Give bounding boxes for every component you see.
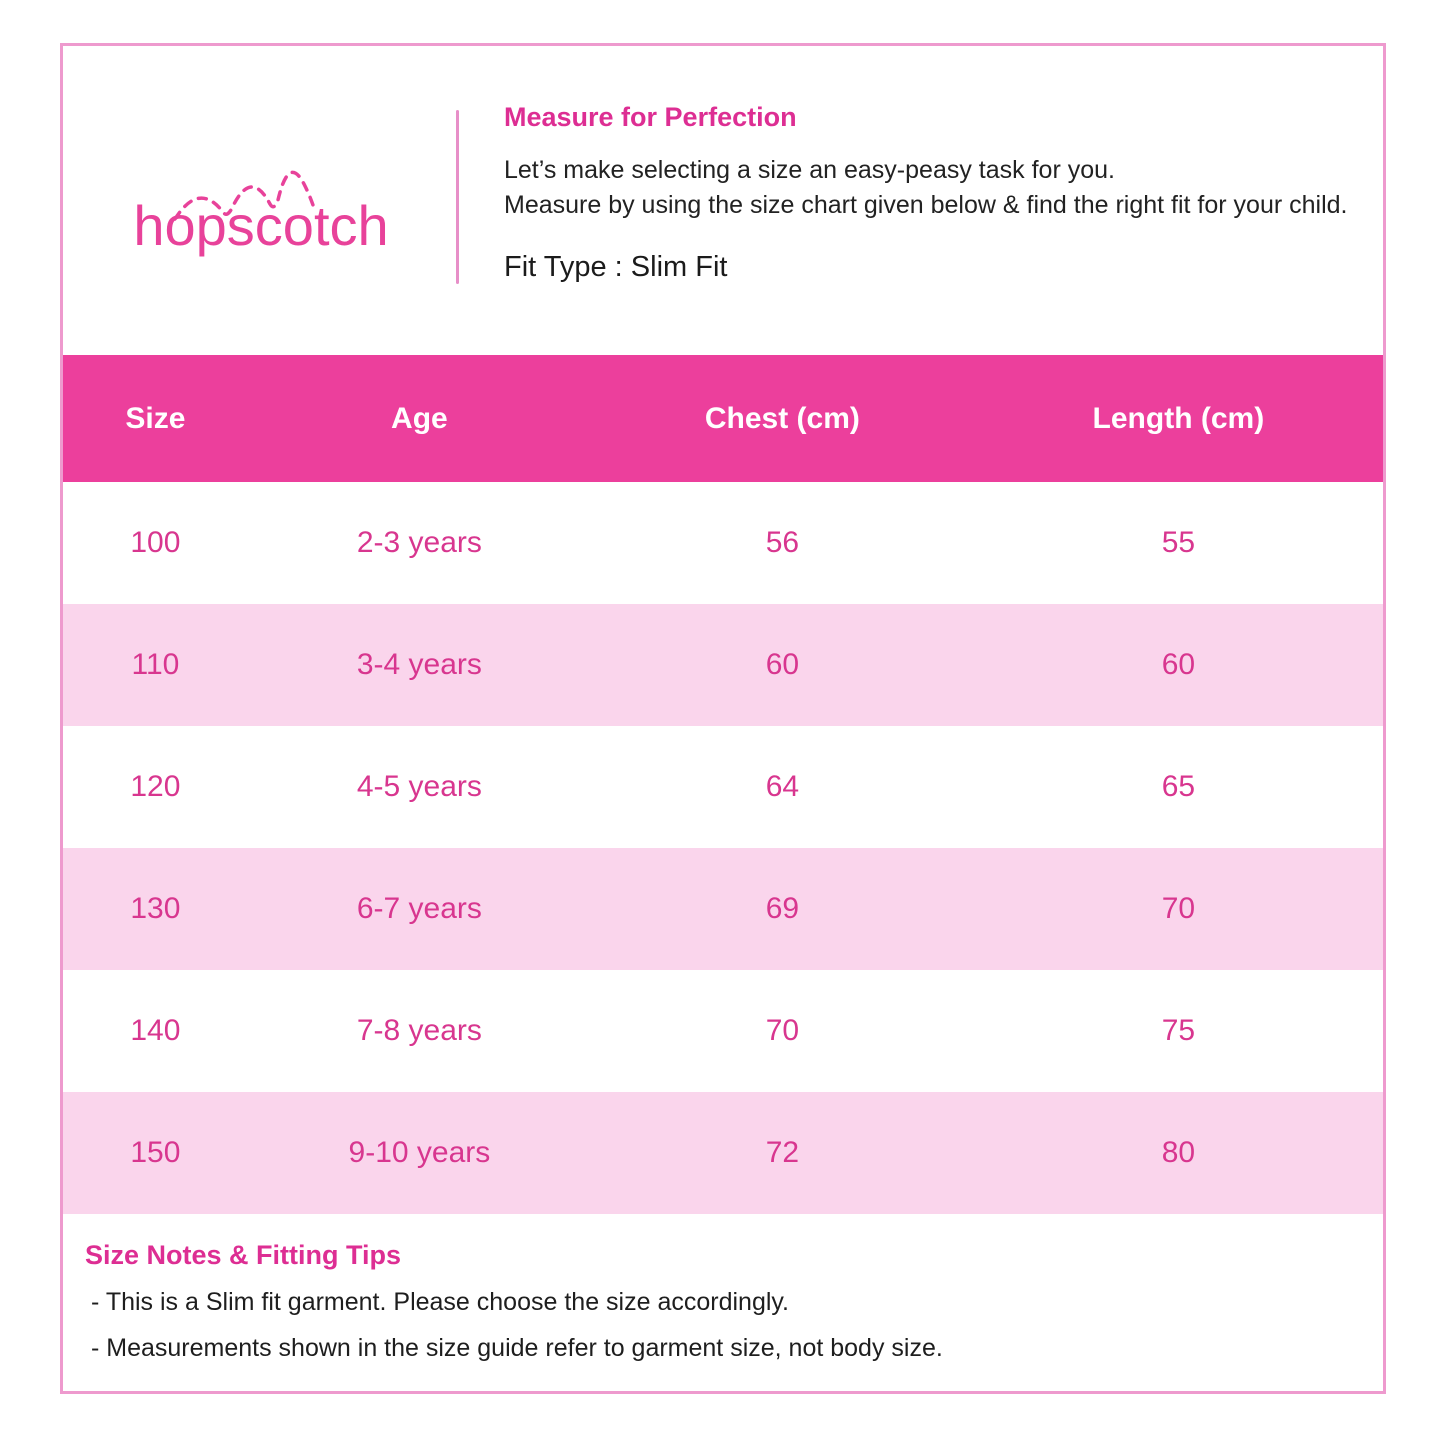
table-row: [63, 970, 1383, 1092]
cell-length: 65: [1161, 770, 1196, 803]
table-row: [63, 604, 1383, 726]
column-header-age: Age: [391, 401, 448, 435]
cell-age: 6-7 years: [356, 892, 482, 925]
cell-size: 110: [131, 648, 180, 681]
cell-chest: 56: [765, 526, 800, 559]
table-row: [63, 726, 1383, 848]
cell-age: 2-3 years: [356, 526, 482, 559]
cell-size: 100: [130, 526, 181, 559]
cell-chest: 70: [765, 1014, 800, 1047]
size-notes-section: [63, 1214, 1383, 1363]
cell-age: 4-5 years: [356, 770, 482, 803]
intro-line1: Let’s make selecting a size an easy-peasy task for you.: [504, 156, 1115, 184]
column-header-length: Length (cm): [1092, 401, 1265, 435]
note-item: - Measurements shown in the size guide refer to garment size, not body size.: [91, 1334, 943, 1362]
note-item: - This is a Slim fit garment. Please choose the size accordingly.: [91, 1288, 789, 1316]
size-table: [63, 355, 1383, 1214]
vertical-divider: [456, 110, 459, 284]
cell-length: 55: [1161, 526, 1196, 559]
logo-pane: [63, 46, 458, 355]
cell-length: 70: [1161, 892, 1196, 925]
intro-line2: Measure by using the size chart given below & find the right fit for your child.: [504, 191, 1348, 219]
table-row: [63, 1092, 1383, 1214]
size-guide-card: [60, 43, 1386, 1394]
intro-text-pane: [458, 46, 1383, 355]
table-row: [63, 482, 1383, 604]
fit-type-label: Fit Type : Slim Fit: [504, 251, 728, 283]
notes-heading: Size Notes & Fitting Tips: [85, 1240, 402, 1270]
cell-chest: 60: [765, 648, 800, 681]
cell-length: 75: [1161, 1014, 1196, 1047]
logo-wordmark: hopscotch: [132, 193, 389, 257]
cell-age: 9-10 years: [348, 1136, 491, 1169]
intro-heading: Measure for Perfection: [504, 102, 797, 132]
cell-size: 120: [130, 770, 181, 803]
cell-chest: 72: [765, 1136, 800, 1169]
cell-chest: 64: [765, 770, 800, 803]
table-row: [63, 848, 1383, 970]
cell-size: 140: [130, 1014, 181, 1047]
cell-age: 3-4 years: [356, 648, 482, 681]
cell-length: 80: [1161, 1136, 1196, 1169]
cell-age: 7-8 years: [356, 1014, 482, 1047]
column-header-chest: Chest (cm): [704, 401, 860, 435]
hopscotch-logo-icon: [111, 141, 411, 261]
cell-length: 60: [1161, 648, 1196, 681]
cell-size: 130: [130, 892, 181, 925]
cell-size: 150: [130, 1136, 181, 1169]
intro-section: [63, 46, 1383, 355]
column-header-size: Size: [125, 401, 186, 435]
table-header-row: [63, 355, 1383, 482]
cell-chest: 69: [765, 892, 800, 925]
